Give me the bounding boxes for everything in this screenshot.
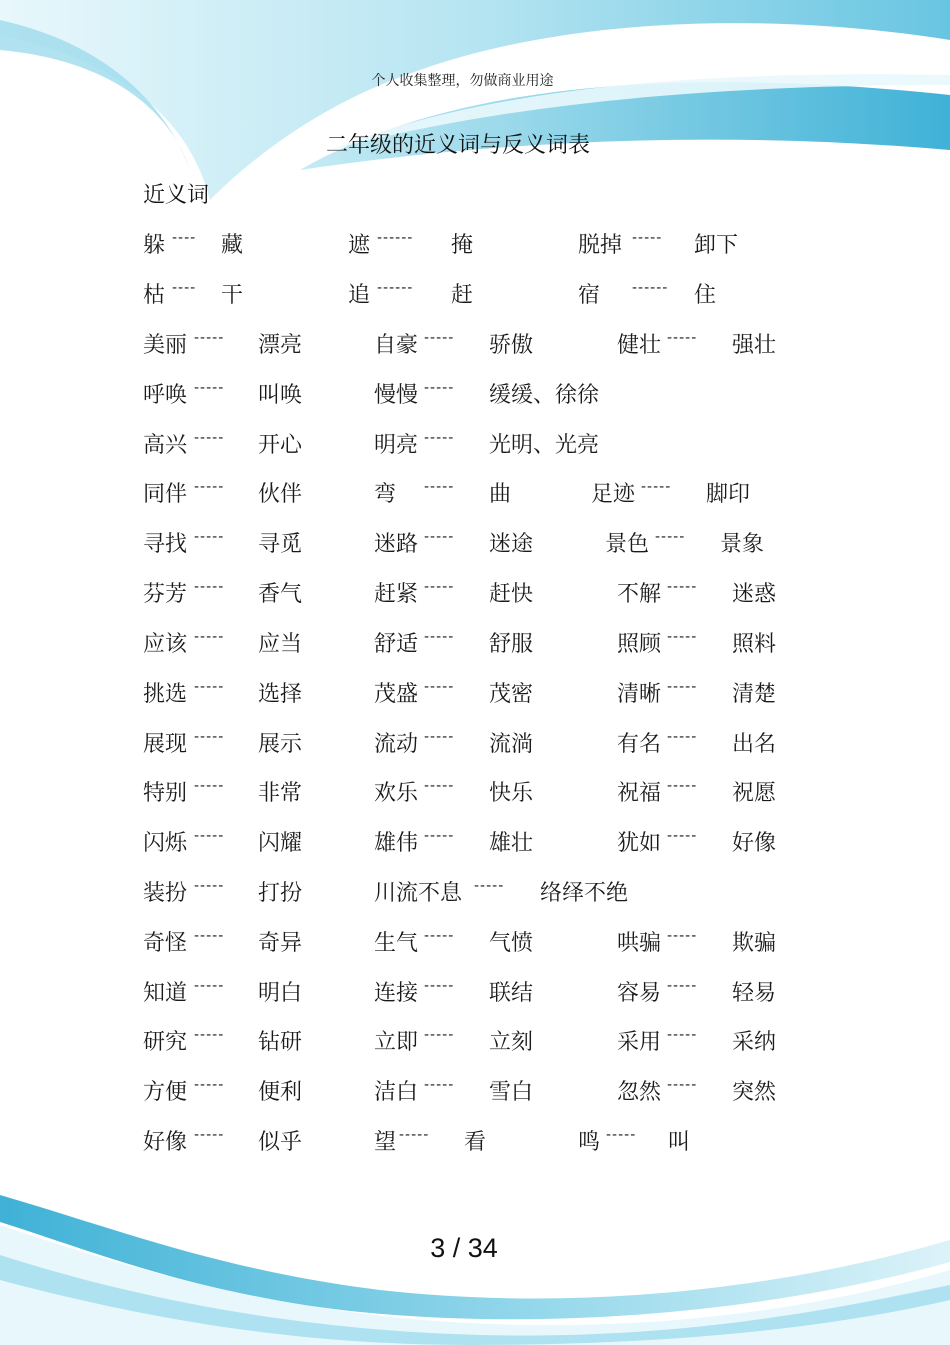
dash-separator: ----- — [194, 479, 225, 495]
dash-separator: ----- — [641, 479, 672, 495]
word: 舒适 — [374, 632, 419, 657]
dash-separator: ----- — [667, 679, 698, 695]
dash-separator: ----- — [194, 1127, 225, 1143]
dash-separator: ----- — [424, 430, 455, 446]
word: 流动 — [374, 732, 419, 757]
word: 慢慢 — [374, 383, 419, 408]
synonym: 立刻 — [489, 1030, 534, 1055]
synonym: 骄傲 — [489, 333, 534, 358]
synonym: 寻觅 — [258, 532, 303, 557]
synonym: 雄壮 — [489, 831, 534, 856]
dash-separator: ----- — [194, 928, 225, 944]
dash-separator: ----- — [632, 230, 663, 246]
synonym: 欺骗 — [732, 931, 777, 956]
table-row — [0, 1075, 950, 1107]
word: 犹如 — [617, 831, 662, 856]
word: 宿 — [578, 283, 601, 308]
table-row — [0, 926, 950, 958]
synonym: 气愤 — [489, 931, 534, 956]
word: 躲 — [143, 233, 166, 258]
synonym: 采纳 — [732, 1030, 777, 1055]
synonym: 舒服 — [489, 632, 534, 657]
synonym: 藏 — [221, 233, 244, 258]
synonym: 漂亮 — [258, 333, 303, 358]
synonym: 迷途 — [489, 532, 534, 557]
dash-separator: ----- — [424, 828, 455, 844]
synonym: 强壮 — [732, 333, 777, 358]
word: 忽然 — [617, 1080, 662, 1105]
word: 应该 — [143, 632, 188, 657]
table-row — [0, 1125, 950, 1157]
synonym: 轻易 — [732, 981, 777, 1006]
synonym: 络绎不绝 — [540, 881, 629, 906]
synonym: 应当 — [258, 632, 303, 657]
word: 知道 — [143, 981, 188, 1006]
word: 展现 — [143, 732, 188, 757]
word: 奇怪 — [143, 931, 188, 956]
dash-separator: ------ — [632, 280, 669, 296]
dash-separator: ----- — [667, 828, 698, 844]
synonym: 清楚 — [732, 682, 777, 707]
synonym: 闪耀 — [258, 831, 303, 856]
dash-separator: ----- — [194, 778, 225, 794]
dash-separator: ----- — [667, 629, 698, 645]
dash-separator: ----- — [194, 878, 225, 894]
table-row — [0, 328, 950, 360]
dash-separator: ---- — [172, 230, 197, 246]
synonym: 快乐 — [489, 781, 534, 806]
dash-separator: ----- — [194, 679, 225, 695]
dash-separator: ---- — [172, 280, 197, 296]
dash-separator: ----- — [667, 729, 698, 745]
word: 连接 — [374, 981, 419, 1006]
synonym: 景象 — [720, 532, 765, 557]
synonym: 茂密 — [489, 682, 534, 707]
dash-separator: ----- — [424, 330, 455, 346]
synonym: 香气 — [258, 582, 303, 607]
word: 高兴 — [143, 433, 188, 458]
synonym: 伙伴 — [258, 482, 303, 507]
dash-separator: ----- — [194, 330, 225, 346]
page-number: 3 / 34 — [430, 1233, 498, 1263]
word: 生气 — [374, 931, 419, 956]
word: 足迹 — [591, 482, 636, 507]
synonym: 联结 — [489, 981, 534, 1006]
synonym: 脚印 — [706, 482, 751, 507]
synonym: 开心 — [258, 433, 303, 458]
dash-separator: ----- — [424, 1027, 455, 1043]
dash-separator: ----- — [667, 330, 698, 346]
synonym: 便利 — [258, 1080, 303, 1105]
synonym: 光明、光亮 — [489, 433, 600, 458]
dash-separator: ----- — [194, 978, 225, 994]
word: 健壮 — [617, 333, 662, 358]
dash-separator: ----- — [194, 430, 225, 446]
word: 有名 — [617, 732, 662, 757]
word: 祝福 — [617, 781, 662, 806]
word: 欢乐 — [374, 781, 419, 806]
synonym: 祝愿 — [732, 781, 777, 806]
word: 采用 — [617, 1030, 662, 1055]
word: 呼唤 — [143, 383, 188, 408]
word: 清晰 — [617, 682, 662, 707]
dash-separator: ----- — [424, 778, 455, 794]
word: 装扮 — [143, 881, 188, 906]
word: 雄伟 — [374, 831, 419, 856]
synonym: 迷惑 — [732, 582, 777, 607]
dash-separator: ----- — [194, 1027, 225, 1043]
dash-separator: ----- — [399, 1127, 430, 1143]
dash-separator: ----- — [667, 1077, 698, 1093]
word: 洁白 — [374, 1080, 419, 1105]
dash-separator: ------ — [377, 230, 414, 246]
word: 容易 — [617, 981, 662, 1006]
synonym: 选择 — [258, 682, 303, 707]
table-row — [0, 627, 950, 659]
dash-separator: ----- — [424, 729, 455, 745]
synonym: 奇异 — [258, 931, 303, 956]
synonym: 曲 — [489, 482, 512, 507]
word: 景色 — [605, 532, 650, 557]
word: 美丽 — [143, 333, 188, 358]
synonym: 掩 — [451, 233, 474, 258]
synonym: 似乎 — [258, 1130, 303, 1155]
word: 茂盛 — [374, 682, 419, 707]
dash-separator: ----- — [667, 579, 698, 595]
dash-separator: ----- — [194, 828, 225, 844]
dash-separator: ----- — [655, 529, 686, 545]
word: 脱掉 — [578, 233, 623, 258]
word: 川流不息 — [374, 881, 463, 906]
table-row — [0, 776, 950, 808]
table-row — [0, 278, 950, 310]
word: 照顾 — [617, 632, 662, 657]
word: 遮 — [348, 233, 371, 258]
dash-separator: ----- — [194, 579, 225, 595]
word: 赶紧 — [374, 582, 419, 607]
word: 枯 — [143, 283, 166, 308]
synonym: 非常 — [258, 781, 303, 806]
table-row — [0, 727, 950, 759]
synonym: 好像 — [732, 831, 777, 856]
synonym: 打扮 — [258, 881, 303, 906]
word: 研究 — [143, 1030, 188, 1055]
word: 迷路 — [374, 532, 419, 557]
dash-separator: ----- — [194, 729, 225, 745]
dash-separator: ----- — [194, 1077, 225, 1093]
synonym: 干 — [221, 283, 244, 308]
table-row — [0, 876, 950, 908]
dash-separator: ----- — [194, 629, 225, 645]
synonym: 雪白 — [489, 1080, 534, 1105]
word: 不解 — [617, 582, 662, 607]
synonym: 叫唤 — [258, 383, 303, 408]
word: 特别 — [143, 781, 188, 806]
word: 方便 — [143, 1080, 188, 1105]
synonym: 展示 — [258, 732, 303, 757]
synonym: 流淌 — [489, 732, 534, 757]
dash-separator: ----- — [424, 1077, 455, 1093]
word: 追 — [348, 283, 371, 308]
word: 自豪 — [374, 333, 419, 358]
section-title: 近义词 — [143, 183, 210, 208]
table-row — [0, 1025, 950, 1057]
dash-separator: ----- — [194, 529, 225, 545]
word: 闪烁 — [143, 831, 188, 856]
dash-separator: ----- — [667, 928, 698, 944]
document-title: 二年级的近义词与反义词表 — [325, 133, 590, 158]
synonym: 照料 — [732, 632, 777, 657]
table-row — [0, 477, 950, 509]
table-row — [0, 527, 950, 559]
table-row — [0, 378, 950, 410]
dash-separator: ----- — [424, 380, 455, 396]
word: 鸣 — [578, 1130, 601, 1155]
word: 寻找 — [143, 532, 188, 557]
dash-separator: ----- — [667, 1027, 698, 1043]
dash-separator: ----- — [667, 978, 698, 994]
table-row — [0, 428, 950, 460]
dash-separator: ----- — [424, 529, 455, 545]
dash-separator: ----- — [424, 928, 455, 944]
dash-separator: ----- — [606, 1127, 637, 1143]
word: 望 — [374, 1130, 397, 1155]
synonym: 叫 — [668, 1130, 691, 1155]
table-row — [0, 677, 950, 709]
word: 好像 — [143, 1130, 188, 1155]
synonym: 卸下 — [694, 233, 739, 258]
word: 芬芳 — [143, 582, 188, 607]
dash-separator: ----- — [424, 579, 455, 595]
word: 弯 — [374, 482, 397, 507]
dash-separator: ------ — [377, 280, 414, 296]
synonym: 钻研 — [258, 1030, 303, 1055]
table-row — [0, 976, 950, 1008]
synonym: 突然 — [732, 1080, 777, 1105]
word: 哄骗 — [617, 931, 662, 956]
dash-separator: ----- — [667, 778, 698, 794]
dash-separator: ----- — [424, 978, 455, 994]
table-row — [0, 228, 950, 260]
dash-separator: ----- — [194, 380, 225, 396]
word: 挑选 — [143, 682, 188, 707]
dash-separator: ----- — [474, 878, 505, 894]
word: 明亮 — [374, 433, 419, 458]
synonym: 赶 — [451, 283, 474, 308]
synonym: 住 — [694, 283, 717, 308]
word: 立即 — [374, 1030, 419, 1055]
word: 同伴 — [143, 482, 188, 507]
dash-separator: ----- — [424, 479, 455, 495]
synonym: 看 — [464, 1130, 487, 1155]
table-row — [0, 826, 950, 858]
synonym: 出名 — [732, 732, 777, 757]
watermark-text: 个人收集整理，勿做商业用途 — [371, 73, 554, 89]
table-row — [0, 577, 950, 609]
synonym: 赶快 — [489, 582, 534, 607]
dash-separator: ----- — [424, 629, 455, 645]
synonym: 缓缓、徐徐 — [489, 383, 600, 408]
synonym: 明白 — [258, 981, 303, 1006]
dash-separator: ----- — [424, 679, 455, 695]
